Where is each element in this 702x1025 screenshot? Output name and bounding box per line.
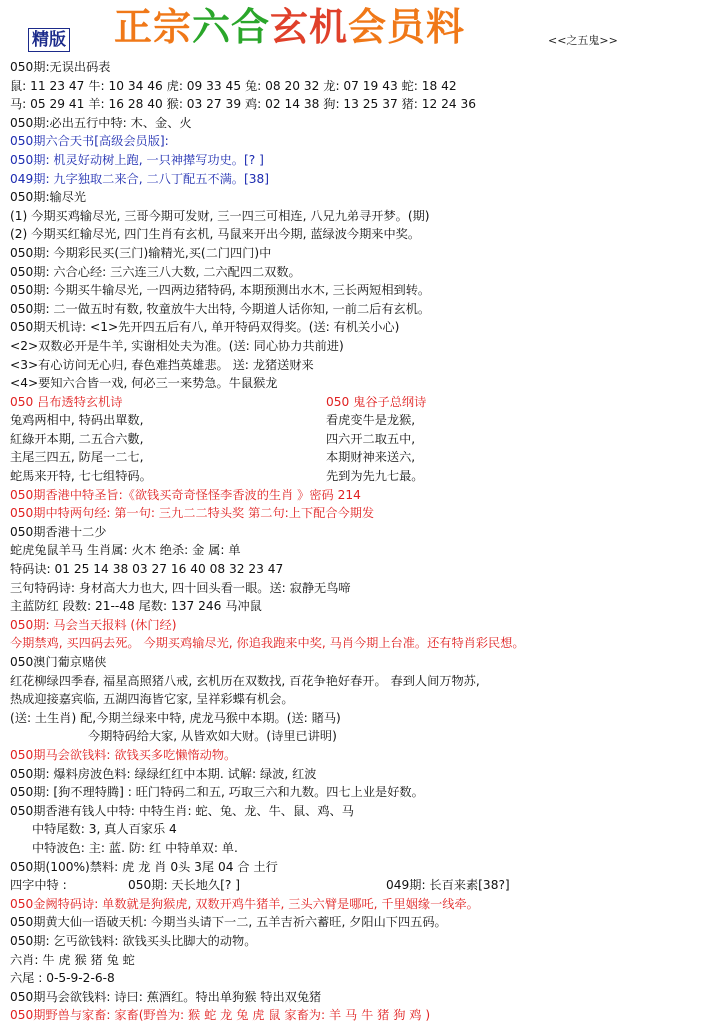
- text-line: 马: 05 29 41 羊: 16 28 40 猴: 03 27 39 鸡: 02 14 38 狗: 13 25 37 猪: 12 24 36: [10, 97, 477, 112]
- text-line: <3>有心访问无心归, 春色难挡英雄悲。 送: 龙猪送财来: [10, 357, 314, 372]
- text-line: 红花柳绿四季春, 福星高照猪八戒, 玄机历在双数找, 百花争艳好春开。 春到人间万物苏,: [10, 673, 480, 688]
- text-line: 050期: 今期买牛输尽光, 一四两边猪特码, 本期预测出水木, 三长两短相到转。: [10, 283, 431, 298]
- right-column-text: 050 鬼谷子总纲诗: [326, 394, 427, 409]
- text-line: 050期香港十二少: [10, 524, 107, 539]
- text-line: 今期禁鸡, 买四码去死。 今期买鸡输尽光, 你追我跑来中奖, 马肖今期上台准。还有特肖彩民想。: [10, 636, 525, 651]
- text-line: 050期野兽与家畜: 家畜(野兽为: 猴 蛇 龙 兔 虎 鼠 家畜为: 羊 马 牛 猪 狗 鸡 ): [10, 1008, 431, 1023]
- text-line: [10, 448, 694, 467]
- text-line: 三句特码诗: 身材高大力也大, 四十回头看一眼。送: 寂静无鸟啼: [10, 580, 351, 595]
- text-line: 050期中特两句经: 第一句: 三九二二特头奖 第二句:上下配合今期发: [10, 506, 375, 521]
- text-line: (送: 土生肖) 配,今期兰绿来中特, 虎龙马猴中本期。(送: 賭马): [10, 710, 341, 725]
- text-line: 050期: 机灵好动树上跑, 一只神撵写功史。[? ]: [10, 152, 264, 167]
- text-line: 050期:无误出码表: [10, 60, 111, 74]
- right-column-text: 本期财神来送六,: [326, 450, 416, 465]
- left-column-text: 兔鸡两相中, 特码出單数,: [10, 413, 144, 428]
- text-line: 050期:必出五行中特: 木、金、火: [10, 115, 192, 130]
- title-part: 正宗: [114, 5, 193, 49]
- edition-badge: 精版: [28, 28, 70, 52]
- text-line: 050期: 马会当天报料 (休门经): [10, 617, 177, 632]
- text-line: 蛇虎兔鼠羊马 生肖属: 火木 绝杀: 金 属: 单: [10, 543, 241, 558]
- title-part: 六合: [192, 5, 271, 49]
- text-line: 六肖: 牛 虎 猴 猪 兔 蛇: [10, 952, 135, 967]
- text-line: <4>要知六合皆一戏, 何必三一来势急。牛鼠猴龙: [10, 376, 278, 391]
- text-line: 050期: 二一做五时有数, 牧童放牛大出特, 今期道人话你知, 一前二后有玄机。: [10, 301, 431, 316]
- text-line: [10, 876, 694, 895]
- text-line: (2) 今期买红输尽光, 四门生肖有玄机, 马鼠来开出今期, 蓝绿波今期来中奖。: [10, 227, 421, 242]
- text-line: [10, 411, 694, 430]
- text-line: 热成迎接嘉宾临, 五湖四海皆它家, 呈祥彩蝶有机会。: [10, 692, 294, 707]
- text-line: 050期:输尽光: [10, 190, 87, 205]
- text-line: <2>双数必开是牛羊, 实谢相处夫为准。(送: 同心协力共前进): [10, 338, 344, 353]
- text-line: 050期黄大仙一语破天机: 今期当头请下一二, 五羊吉祈六蓄旺, 夕阳山下四五码。: [10, 915, 447, 930]
- left-column-text: 050 吕布透特玄机诗: [10, 394, 123, 409]
- title-part: 玄机: [270, 5, 349, 49]
- page-subtitle: <<之五鬼>>: [548, 34, 618, 47]
- text-line: 050澳门葡京赌侠: [10, 655, 107, 669]
- text-line: 050期: 今期彩民买(三门)输精光,买(二门四门)中: [10, 245, 272, 260]
- inline-segment: 050期: 天长地久[? ]: [128, 878, 241, 893]
- text-line: 050金阙特码诗: 单数就是狗猴虎, 双数开鸡牛猪羊, 三头六臂是哪吒, 千里姻缘一线牵。: [10, 896, 479, 911]
- right-column-text: 看虎变牛是龙猴,: [326, 413, 416, 428]
- inline-segment: 四字中特 :: [10, 878, 67, 893]
- text-line: 050期香港有钱人中特: 中特生肖: 蛇、兔、龙、牛、鼠、鸡、马: [10, 803, 354, 818]
- right-column-text: 四六开二取五中,: [326, 431, 416, 446]
- document-body: [10, 58, 694, 1025]
- text-line: 050期马会欲钱料: 诗曰: 蕉酒红。特出单狗猴 特出双兔猪: [10, 989, 322, 1004]
- text-line: 050期: 六合心经: 三六连三八大数, 二六配四二双数。: [10, 264, 301, 279]
- text-line: 050期天机诗: <1>先开四五后有八, 单开特码双得奖。(送: 有机关小心): [10, 320, 400, 335]
- text-line: 050期香港中特圣旨:《欲钱买奇奇怪怪李香波的生肖 》密码 214: [10, 487, 361, 502]
- text-line: 050期(100%)禁料: 虎 龙 肖 0头 3尾 04 合 土行: [10, 859, 278, 874]
- title-part: 会员料: [348, 5, 466, 49]
- text-line: (1) 今期买鸡输尽光, 三哥今期可发财, 三一四三可相连, 八兄九弟寻开梦。(期): [10, 208, 430, 223]
- text-line: 050期: 爆料房波色料: 绿绿红红中本期. 试解: 绿波, 红波: [10, 766, 317, 781]
- right-column-text: 先到为先九七最。: [326, 469, 424, 484]
- text-line: 特码诀: 01 25 14 38 03 27 16 40 08 32 23 47: [10, 562, 284, 577]
- text-line: 050期: [狗不理特腾] : 旺门特码二和五, 巧取三六和九数。四七上业是好数。: [10, 785, 424, 800]
- inline-segment: 049期: 长百来素[38?]: [386, 878, 510, 893]
- text-line: 050期: 乞丐欲钱料: 欲钱买头比脚大的动物。: [10, 933, 257, 948]
- text-line: [10, 393, 694, 412]
- page-title: [114, 4, 465, 50]
- text-line: 中特波色: 主: 蓝. 防: 红 中特单双: 单.: [32, 840, 238, 855]
- text-line: 050期六合天书[高级会员版]:: [10, 134, 169, 149]
- text-line: 049期: 九字独取二来合, 二八丁配五不满。[38]: [10, 171, 270, 186]
- text-line: 今期特码给大家, 从皆欢如大财。(诗里已讲明): [88, 729, 337, 744]
- left-column-text: 主尾三四五, 防尾一二七,: [10, 450, 144, 465]
- text-line: 六尾 : 0-5-9-2-6-8: [10, 971, 115, 986]
- text-line: 中特尾数: 3, 真人百家乐 4: [32, 822, 177, 837]
- text-line: 主蓝防红 段数: 21--48 尾数: 137 246 马冲鼠: [10, 599, 262, 614]
- text-line: 050期马会欲钱料: 欲钱买多吃懒惰动物。: [10, 747, 237, 762]
- text-line: 鼠: 11 23 47 牛: 10 34 46 虎: 09 33 45 兔: 08 20 32 龙: 07 19 43 蛇: 18 42: [10, 78, 457, 93]
- left-column-text: 蛇馬来开特, 七七组特码。: [10, 469, 152, 484]
- page-header: [0, 0, 702, 56]
- text-line: [10, 467, 694, 486]
- left-column-text: 紅綠开本期, 二五合六數,: [10, 431, 144, 446]
- text-line: [10, 430, 694, 449]
